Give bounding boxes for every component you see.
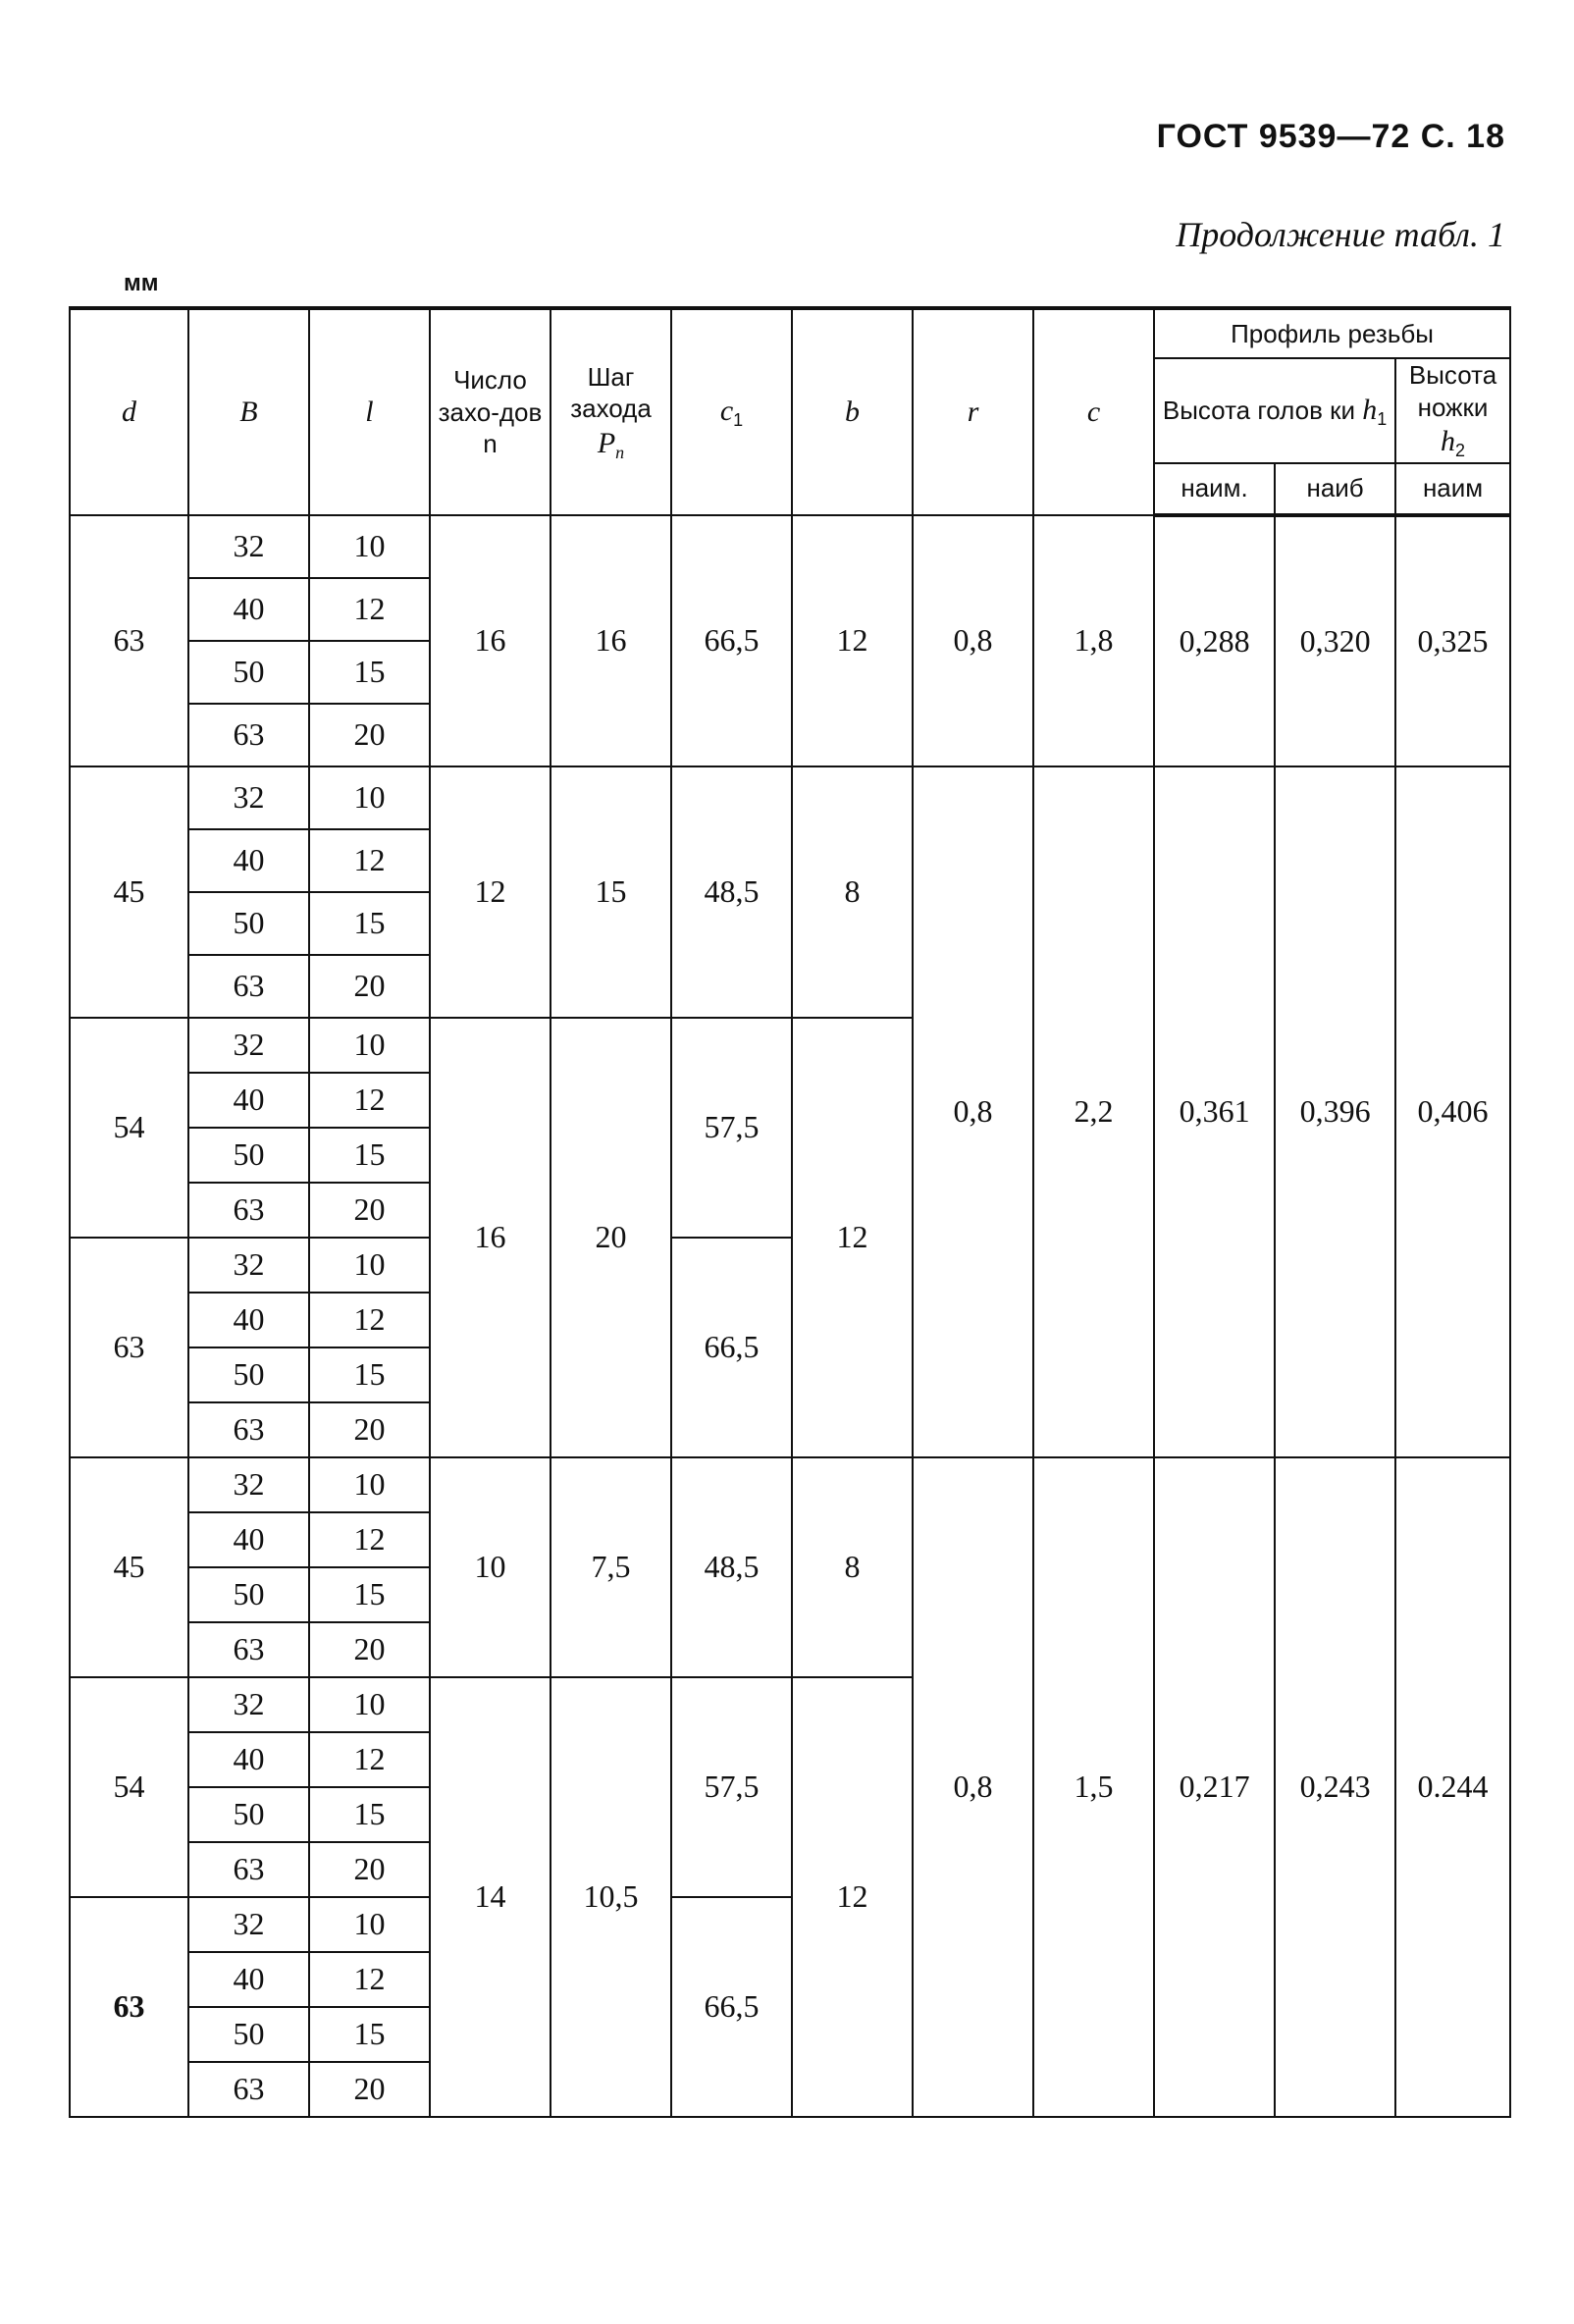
cell-l: 15 [309,1567,430,1622]
header-h2: Высота ножки $h_2$ [1395,358,1510,463]
cell-c1: 57,5 [671,1018,792,1238]
table-row [70,766,1510,829]
cell-n: 14 [430,1677,551,2117]
header-c: c [1033,308,1154,515]
cell-l: 10 [309,1677,430,1732]
header-h2-min: наим [1395,463,1510,515]
cell-B: 40 [188,1293,309,1347]
cell-l: 15 [309,892,430,955]
unit-label: мм [124,270,159,296]
cell-pn: 20 [551,1018,671,1457]
cell-l: 20 [309,1402,430,1457]
cell-B: 63 [188,1622,309,1677]
cell-B: 50 [188,1347,309,1402]
cell-h1-max: 0,243 [1275,1457,1395,2117]
header-l: l [309,308,430,515]
cell-b: 12 [792,1677,913,2117]
cell-pn: 16 [551,515,671,766]
cell-B: 32 [188,1897,309,1952]
cell-l: 12 [309,829,430,892]
cell-l: 15 [309,641,430,704]
cell-b: 8 [792,766,913,1018]
cell-B: 50 [188,892,309,955]
cell-B: 50 [188,2007,309,2062]
cell-B: 40 [188,829,309,892]
cell-l: 12 [309,1293,430,1347]
cell-B: 50 [188,1128,309,1183]
cell-B: 32 [188,766,309,829]
cell-d: 63 [70,1897,188,2117]
cell-B: 32 [188,1457,309,1512]
cell-h2-min: 0.244 [1395,1457,1510,2117]
cell-h1-min: 0,217 [1154,1457,1275,2117]
page-header: ГОСТ 9539—72 С. 18 [1156,118,1505,155]
cell-l: 12 [309,1732,430,1787]
cell-l: 20 [309,1842,430,1897]
header-h1: Высота голов ки $h_1$ [1154,358,1395,463]
cell-h2-min: 0,406 [1395,766,1510,1457]
cell-n: 12 [430,766,551,1018]
cell-l: 12 [309,1512,430,1567]
cell-B: 50 [188,641,309,704]
cell-c1: 66,5 [671,1238,792,1457]
cell-r: 0,8 [913,1457,1033,2117]
cell-l: 15 [309,1128,430,1183]
cell-l: 20 [309,704,430,766]
cell-h1-min: 0,361 [1154,766,1275,1457]
cell-r: 0,8 [913,766,1033,1457]
cell-r: 0,8 [913,515,1033,766]
cell-B: 63 [188,1183,309,1238]
cell-l: 20 [309,1183,430,1238]
cell-pn: 7,5 [551,1457,671,1677]
cell-c: 1,8 [1033,515,1154,766]
cell-l: 10 [309,1457,430,1512]
cell-l: 15 [309,2007,430,2062]
cell-l: 12 [309,1952,430,2007]
cell-l: 10 [309,766,430,829]
table-row [70,1457,1510,1512]
header-pn: Шаг захода $P_n$ [551,308,671,515]
cell-B: 40 [188,578,309,641]
cell-c1: 57,5 [671,1677,792,1897]
table-row [70,515,1510,578]
cell-B: 50 [188,1567,309,1622]
cell-B: 40 [188,1512,309,1567]
cell-B: 63 [188,2062,309,2117]
cell-d: 63 [70,1238,188,1457]
cell-B: 63 [188,1842,309,1897]
cell-h2-min: 0,325 [1395,515,1510,766]
cell-B: 50 [188,1787,309,1842]
cell-B: 40 [188,1073,309,1128]
cell-d: 45 [70,1457,188,1677]
cell-c1: 66,5 [671,1897,792,2117]
cell-l: 10 [309,1897,430,1952]
header-r: r [913,308,1033,515]
cell-c: 2,2 [1033,766,1154,1457]
header-h1-min: наим. [1154,463,1275,515]
cell-pn: 15 [551,766,671,1018]
cell-B: 40 [188,1732,309,1787]
cell-d: 54 [70,1677,188,1897]
cell-B: 63 [188,704,309,766]
cell-b: 12 [792,1018,913,1457]
cell-l: 15 [309,1347,430,1402]
cell-B: 32 [188,1238,309,1293]
cell-h1-max: 0,320 [1275,515,1395,766]
cell-B: 32 [188,1018,309,1073]
cell-B: 32 [188,1677,309,1732]
header-d: d [70,308,188,515]
header-h1-max: наиб [1275,463,1395,515]
cell-b: 12 [792,515,913,766]
cell-d: 54 [70,1018,188,1238]
cell-B: 63 [188,955,309,1018]
cell-c1: 66,5 [671,515,792,766]
cell-l: 12 [309,1073,430,1128]
cell-h1-min: 0,288 [1154,515,1275,766]
header-profile: Профиль резьбы [1154,308,1510,358]
cell-B: 32 [188,515,309,578]
cell-c1: 48,5 [671,1457,792,1677]
cell-h1-max: 0,396 [1275,766,1395,1457]
cell-c1: 48,5 [671,766,792,1018]
cell-n: 16 [430,1018,551,1457]
cell-pn: 10,5 [551,1677,671,2117]
header-n: Число захо-дов n [430,308,551,515]
cell-c: 1,5 [1033,1457,1154,2117]
cell-l: 20 [309,2062,430,2117]
cell-n: 16 [430,515,551,766]
header-B: B [188,308,309,515]
cell-b: 8 [792,1457,913,1677]
cell-B: 63 [188,1402,309,1457]
cell-l: 10 [309,1238,430,1293]
table-continuation-label: Продолжение табл. 1 [1176,215,1505,254]
cell-B: 40 [188,1952,309,2007]
cell-d: 63 [70,515,188,766]
cell-l: 10 [309,1018,430,1073]
thread-table-wrapper [69,306,1511,2118]
thread-table [69,306,1511,2118]
cell-d: 45 [70,766,188,1018]
header-c1: $c_1$ [671,308,792,515]
cell-l: 20 [309,955,430,1018]
cell-l: 10 [309,515,430,578]
header-b: b [792,308,913,515]
cell-n: 10 [430,1457,551,1677]
cell-l: 15 [309,1787,430,1842]
cell-l: 12 [309,578,430,641]
cell-l: 20 [309,1622,430,1677]
